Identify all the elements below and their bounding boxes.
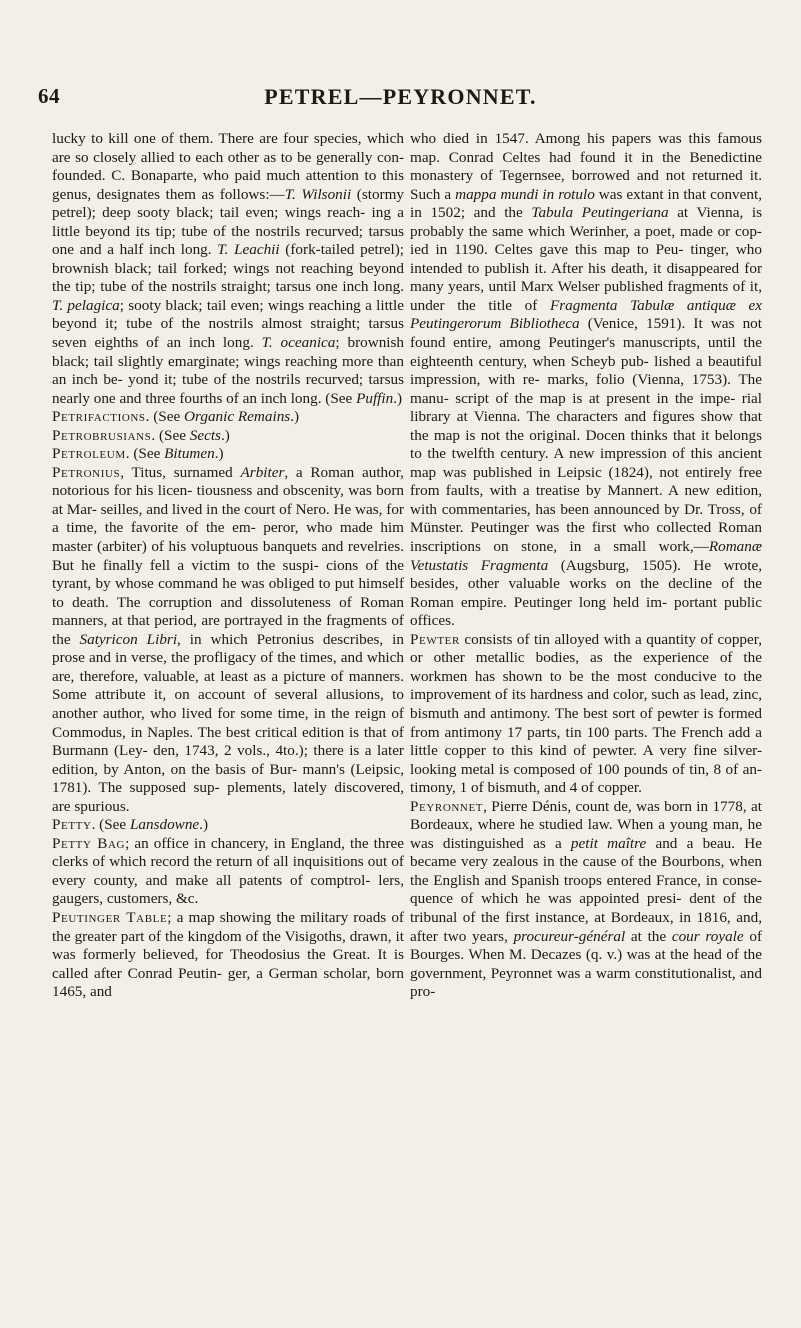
page-header bbox=[38, 84, 763, 114]
entry-paragraph: Petronius, Titus, surnamed Arbiter, a Roman author, notorious for his licen- tiousness and obscenity, was born at Mar- seilles, and lived in the court of Nero. He was, for a time, the favorite of the em- peror, who made him master (arbiter) of his voluptuous banquets and revelries. But he finally fell a victim to the suspi- cions of the tyrant, by whose command he was obliged to put himself to death. The corruption and dissoluteness of Roman manners, at that period, are portrayed in the fragments of the Satyricon Libri, in which Petronius describes, in prose and in verse, the profligacy of the times, and which are, therefore, valuable, at least as a picture of manners. Some attribute it, on account of several allusions, to another author, who lived for some time, in the reign of Commodus, in Naples. The best critical edition is that of Burmann (Ley- den, 1743, 2 vols., 4to.); there is a later edition, by Anton, on the basis of Bur- mann's (Leipsic, 1781). The supposed sup- plements, lately discovered, are spurious. bbox=[52, 463, 404, 815]
entry-paragraph: Petroleum. (See Bitumen.) bbox=[52, 445, 224, 463]
right-column bbox=[410, 130, 762, 1002]
entry-paragraph: Petrifactions. (See Organic Remains.) bbox=[52, 408, 300, 426]
entry-paragraph: Peyronnet, Pierre Dénis, count de, was born in 1778, at Bordeaux, where he studied law. When a young man, he was distinguished as a petit maître and a beau. He became very zealous in the cause of the Bourbons, when the English and Spanish troops entered France, in conse- quence of which he was appointed presi- dent of the tribunal of the first instance, at Bordeaux, in 1816, and, after two years, procureur-général at the cour royale of Bourges. When M. Decazes (q. v.) was at the head of the government, Peyronnet was a warm constitutionalist, and pro- bbox=[410, 797, 763, 1001]
entry-paragraph: who died in 1547. Among his papers was this famous map. Conrad Celtes had found it in the Benedictine monastery of Tegernsee, borrowed and not returned it. Such a mappa mundi in rotulo was extant in that convent, in 1502; and the Tabula Peutingeriana at Vienna, is probably the same which Werinher, a poet, made or cop- ied in 1190. Celtes gave this map to Peu- tinger, who intended to publish it. After his death, it disappeared for many years, until Marx Welser published fragments of it, under the title of Fragmenta Tabulæ antiquæ ex Peutingerorum Bibliotheca (Venice, 1591). It was not found entire, among Peutinger's manuscripts, until the eighteenth century, when Scheyb pub- lished a beautiful impression, with re- marks, folio (Vienna, 1753). The manu- script of the map is at present in the impe- rial library at Vienna. The characters and figures show that the map is not the original. Docen thinks that it belongs to the twelfth century. A new impression of this ancient map was published in Leipsic (1824), not entirely free from faults, with a treatise by Mannert. A new edition, with commentaries, has been announced by Dr. Tross, of Münster. Peutinger was the first who collected Roman inscriptions on stone, in a small work,—Romanæ Vetustatis Fragmenta (Augsburg, 1505). He wrote, besides, other valuable works on the decline of the Roman empire. Peutinger long held im- portant public offices. bbox=[410, 130, 762, 630]
running-head: PETREL—PEYRONNET. bbox=[264, 84, 537, 109]
entry-paragraph: Peutinger Table; a map showing the military roads of the greater part of the kingdom of the Visigoths, drawn, it was formerly believed, for Theodosius the Great. It is called after Conrad Peutin- ger, a German scholar, born 1465, and bbox=[52, 908, 404, 1001]
entry-paragraph: Petty. (See Lansdowne.) bbox=[52, 816, 209, 834]
left-column bbox=[52, 130, 404, 1002]
entry-paragraph: Petty Bag; an office in chancery, in England, the three clerks of which record the return of all inquisitions out of every county, and make all patents of comptrol- lers, gaugers, customers, &c. bbox=[52, 834, 405, 908]
entry-paragraph: Petrobrusians. (See Sects.) bbox=[52, 426, 230, 444]
entry-paragraph: Pewter consists of tin alloyed with a quantity of copper, or other metallic bodies, as the experience of the workmen has shown to be the most conducive to the improvement of its hardness and color, such as lead, zinc, bismuth and antimony. The best sort of pewter is formed from antimony 17 parts, tin 100 parts. The French add a little copper to this kind of pewter. A very fine silver-looking metal is composed of 100 pounds of tin, 8 of an- timony, 1 of bismuth, and 4 of copper. bbox=[410, 630, 762, 797]
page-number: 64 bbox=[38, 84, 60, 108]
entry-paragraph: lucky to kill one of them. There are four species, which are so closely allied to each other as to be generally con- founded. C. Bonaparte, who paid much attention to this genus, designates them as follows:—T. Wilsonii (stormy petrel); deep sooty black; tail even; wings reach- ing a little beyond its tip; tube of the nostrils recurved; tarsus one and a half inch long. T. Leachii (fork-tailed petrel); brownish black; tail forked; wings not reaching beyond the tip; tube of the nostrils straight; tarsus one inch long. T. pelagica; sooty black; tail even; wings reaching a little beyond it; tube of the nostrils almost straight; tarsus seven eighths of an inch long. T. oceanica; brownish black; tail slightly emarginate; wings reaching more than an inch be- yond it; tube of the nostrils recurved; tarsus nearly one and three fourths of an inch long. (See Puffin.) bbox=[52, 130, 405, 407]
